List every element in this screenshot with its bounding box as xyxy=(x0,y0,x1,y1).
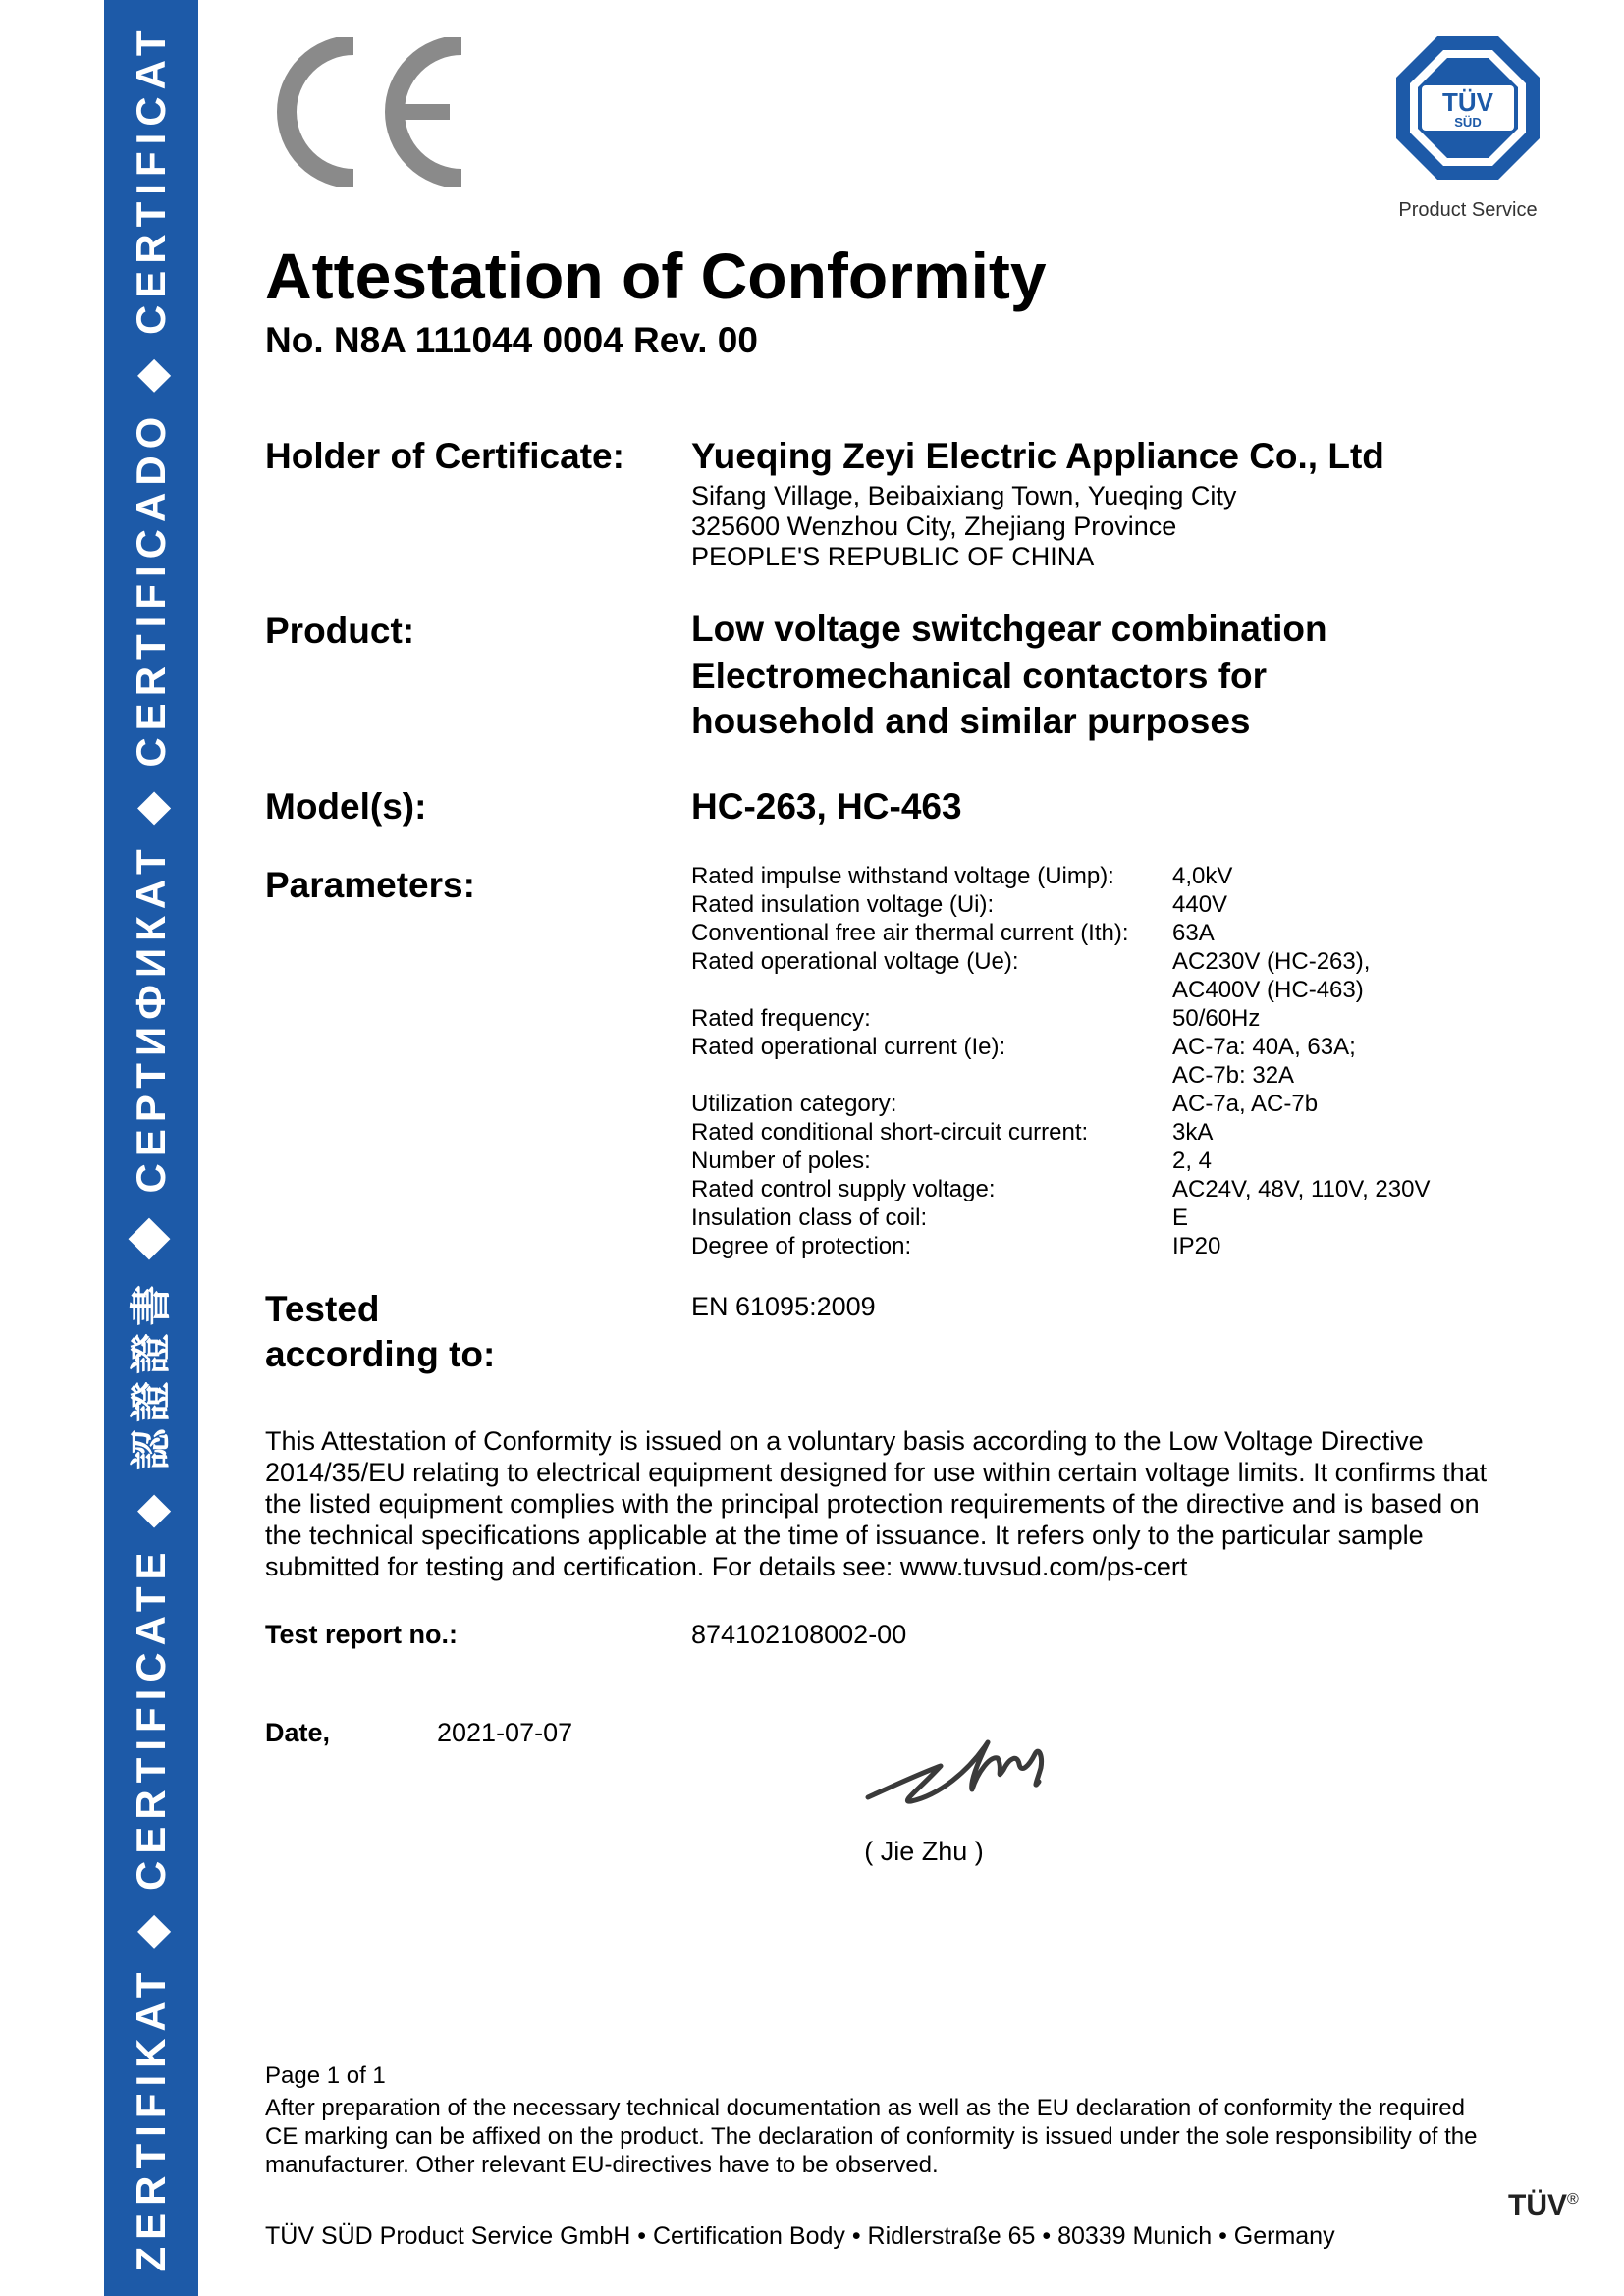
product-line: household and similar purposes xyxy=(691,701,1251,741)
svg-text:SÜD: SÜD xyxy=(1454,115,1482,130)
parameter-name: Rated frequency: xyxy=(691,1005,871,1032)
tuv-sud-logo xyxy=(1394,34,1542,182)
models-value: HC-263, HC-463 xyxy=(691,786,962,827)
parameter-value: AC-7a: 40A, 63A; xyxy=(1172,1034,1356,1060)
parameter-name: Number of poles: xyxy=(691,1148,871,1174)
signatory-name: ( Jie Zhu ) xyxy=(864,1837,984,1866)
parameters-label: Parameters: xyxy=(265,865,475,905)
parameter-name: Rated control supply voltage: xyxy=(691,1176,996,1202)
holder-address-line: Sifang Village, Beibaixiang Town, Yueqing City xyxy=(691,481,1237,510)
parameter-value: IP20 xyxy=(1172,1233,1221,1259)
parameter-name: Insulation class of coil: xyxy=(691,1204,928,1231)
models-label: Model(s): xyxy=(265,786,427,827)
parameter-name: Degree of protection: xyxy=(691,1233,912,1259)
footnote: After preparation of the necessary technical documentation as well as the EU declaration of conformity the required CE marking can be affixed on the product. The declaration of conformity is issued under the sole responsibility of the manufacturer. Other relevant EU-directives have to be observed. xyxy=(265,2095,1478,2178)
product-line: Low voltage switchgear combination xyxy=(691,609,1327,649)
parameter-value: 2, 4 xyxy=(1172,1148,1213,1174)
parameter-value: 3kA xyxy=(1172,1119,1214,1146)
page-number: Page 1 of 1 xyxy=(265,2062,386,2089)
parameter-value: AC230V (HC-263), xyxy=(1172,948,1371,975)
holder-name: Yueqing Zeyi Electric Appliance Co., Ltd xyxy=(691,436,1384,476)
parameter-value: 50/60Hz xyxy=(1172,1005,1261,1032)
parameter-name: Rated operational current (Ie): xyxy=(691,1034,1006,1060)
product-label: Product: xyxy=(265,611,415,651)
footer-address: TÜV SÜD Product Service GmbH • Certification Body • Ridlerstraße 65 • 80339 Munich • Germany xyxy=(265,2222,1335,2250)
test-report-label: Test report no.: xyxy=(265,1620,459,1649)
parameter-value: AC400V (HC-463) xyxy=(1172,977,1364,1003)
parameter-value: E xyxy=(1172,1204,1189,1231)
parameter-name: Rated insulation voltage (Ui): xyxy=(691,891,995,918)
footer-tuv-logo: TÜV® xyxy=(1508,2189,1579,2221)
tested-standard: EN 61095:2009 xyxy=(691,1292,876,1321)
conformity-statement: This Attestation of Conformity is issued on a voluntary basis according to the Low Voltage Directive 2014/35/EU relating to electrical equipment designed for use within certain voltage limits. It confirms that the listed equipment complies with the principal protection requirements of the directive and is based on the technical specifications applicable at the time of issuance. It refers only to the particular sample submitted for testing and certification. For details see: www.tuvsud.com/ps-cert xyxy=(265,1426,1488,1581)
tested-label-line2: according to: xyxy=(265,1334,496,1374)
product-line: Electromechanical contactors for xyxy=(691,656,1268,696)
parameter-value: 440V xyxy=(1172,891,1228,918)
date-value: 2021-07-07 xyxy=(437,1718,573,1747)
parameter-value: 63A xyxy=(1172,920,1215,946)
tuv-caption: Product Service xyxy=(1398,199,1538,221)
svg-text:TÜV: TÜV xyxy=(1442,87,1493,117)
parameter-name: Rated operational voltage (Ue): xyxy=(691,948,1019,975)
parameter-name: Conventional free air thermal current (Ith): xyxy=(691,920,1129,946)
holder-label: Holder of Certificate: xyxy=(265,436,624,476)
test-report-number: 874102108002-00 xyxy=(691,1620,907,1649)
parameter-name: Utilization category: xyxy=(691,1091,897,1117)
parameter-name: Rated impulse withstand voltage (Uimp): xyxy=(691,863,1114,889)
holder-address-line: PEOPLE'S REPUBLIC OF CHINA xyxy=(691,542,1095,571)
parameter-value: AC24V, 48V, 110V, 230V xyxy=(1172,1176,1431,1202)
date-label: Date, xyxy=(265,1718,331,1747)
tested-label-line1: Tested xyxy=(265,1289,380,1329)
document-title: Attestation of Conformity xyxy=(265,240,1047,312)
parameter-value: AC-7b: 32A xyxy=(1172,1062,1295,1089)
parameter-value: 4,0kV xyxy=(1172,863,1233,889)
certificate-number: No. N8A 111044 0004 Rev. 00 xyxy=(265,320,758,360)
ce-mark-logo xyxy=(261,37,467,187)
holder-address-line: 325600 Wenzhou City, Zhejiang Province xyxy=(691,511,1177,541)
side-band-text: ZERTIFIKAT ◆ CERTIFICATE ◆ 認證證書 ◆ СЕРТИФИКАТ ◆ CERTIFICADO ◆ CERTIFICAT xyxy=(128,24,174,2272)
parameter-name: Rated conditional short-circuit current: xyxy=(691,1119,1089,1146)
handwritten-signature xyxy=(860,1713,1066,1811)
parameter-value: AC-7a, AC-7b xyxy=(1172,1091,1319,1117)
